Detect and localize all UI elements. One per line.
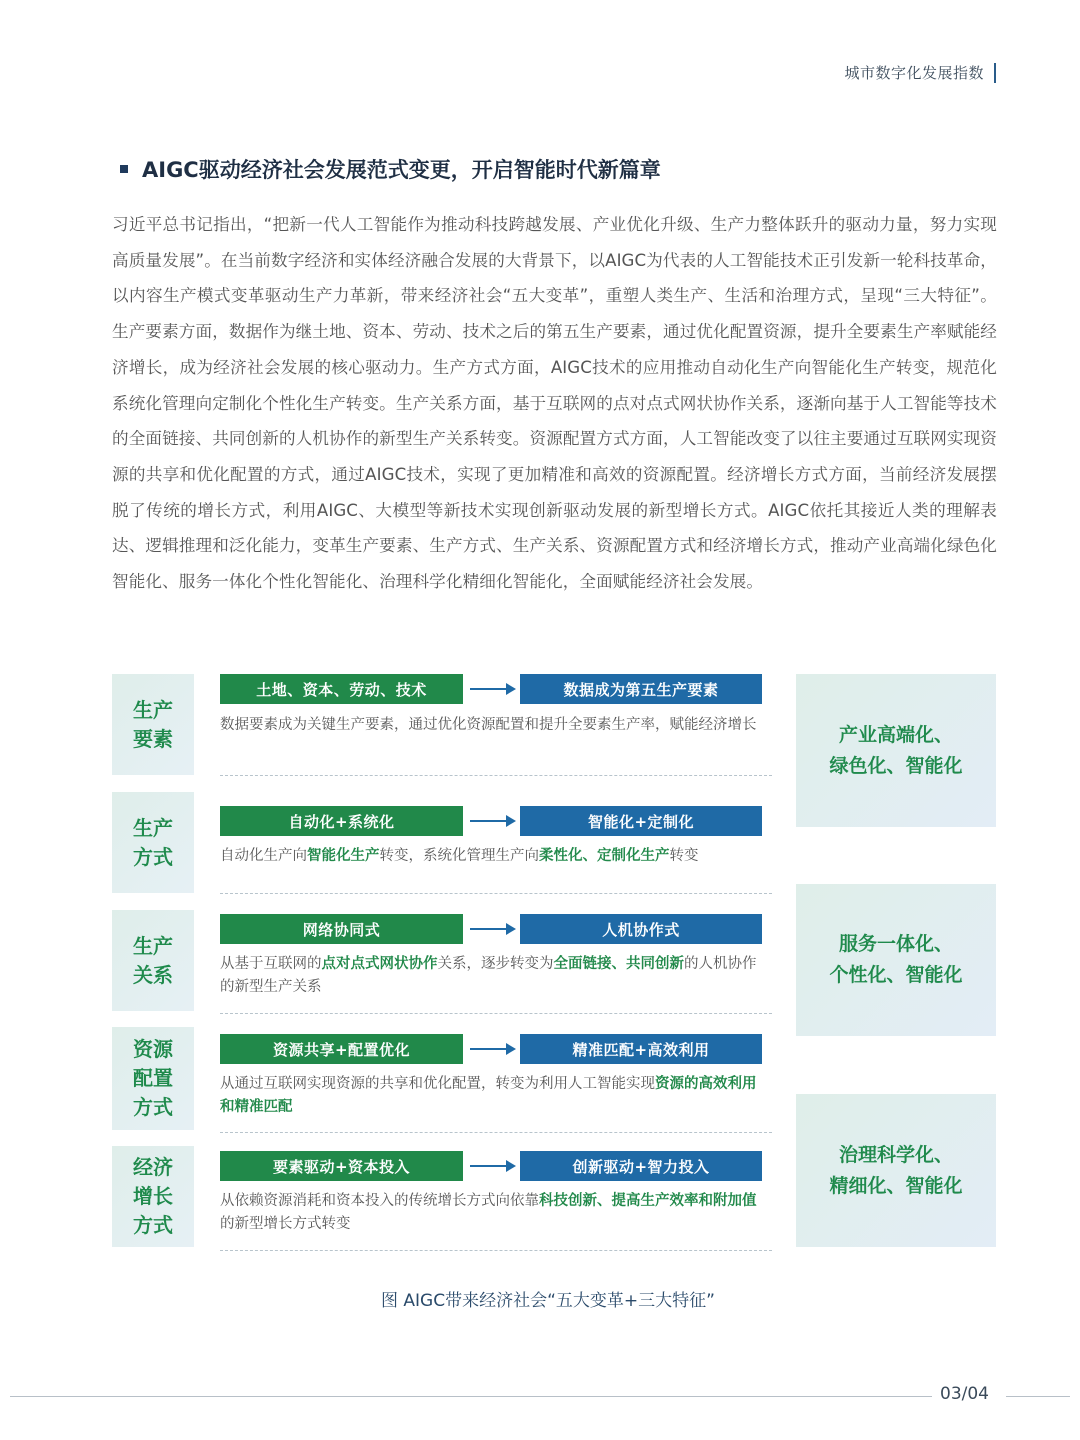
section-heading-text: AIGC驱动经济社会发展范式变更，开启智能时代新篇章	[142, 158, 661, 182]
category-box	[112, 792, 194, 893]
feature-line: 治理科学化、	[838, 1143, 953, 1166]
highlight-text: 点对点式网状协作	[321, 956, 438, 972]
from-pill: 网络协同式	[220, 914, 463, 944]
square-bullet-icon	[120, 165, 128, 173]
figure-caption: 图 AIGC带来经济社会“五大变革+三大特征”	[381, 1291, 715, 1311]
feature-box	[796, 674, 996, 827]
feature-line: 精细化、智能化	[829, 1174, 963, 1197]
header-divider	[994, 63, 996, 83]
desc-text: 从基于互联网的	[220, 956, 322, 972]
row-description	[220, 1073, 765, 1119]
desc-text: 数据要素成为关键生产要素，通过优化资源配置和提升全要素生产率，赋能经济增长	[220, 717, 757, 733]
category-label: 生产方式	[133, 815, 173, 869]
desc-text: 转变	[669, 848, 699, 864]
row-divider	[220, 1250, 772, 1251]
highlight-text: 资源的高效利用和精准匹配	[220, 1076, 757, 1115]
row-divider	[220, 775, 772, 776]
from-pill: 要素驱动+资本投入	[220, 1151, 463, 1181]
right-arrow-icon	[470, 1160, 516, 1172]
body-paragraph: 习近平总书记指出，“把新一代人工智能作为推动科技跨越发展、产业优化升级、生产力整体跃升的驱动力量，努力实现高质量发展”。在当前数字经济和实体经济融合发展的大背景下，以AIGC为代表的人工智能技术正引发新一轮科技革命，以内容生产模式变革驱动生产力革新，带来经济社会“五大变革”，重塑人类生产、生活和治理方式，呈现“三大特征”。生产要素方面，数据作为继土地、资本、劳动、技术之后的第五生产要素，通过优化配置资源，提升全要素生产率赋能经济增长，成为经济社会发展的核心驱动力。生产方式方面，AIGC技术的应用推动自动化生产向智能化生产转变，规范化系统化管理向定制化个性化生产转变。生产关系方面，基于互联网的点对点式网状协作关系，逐渐向基于人工智能等技术的全面链接、共同创新的人机协作的新型生产关系转变。资源配置方式方面，人工智能改变了以往主要通过互联网实现资源的共享和优化配置的方式，通过AIGC技术，实现了更加精准和高效的资源配置。经济增长方式方面，当前经济发展摆脱了传统的增长方式，利用AIGC、大模型等新技术实现创新驱动发展的新型增长方式。AIGC依托其接近人类的理解表达、逻辑推理和泛化能力，变革生产要素、生产方式、生产关系、资源配置方式和经济增长方式，推动产业高端化绿色化智能化、服务一体化个性化智能化、治理科学化精细化智能化，全面赋能经济社会发展。	[112, 215, 997, 592]
category-label: 资源配置方式	[133, 1037, 173, 1119]
right-arrow-icon	[470, 923, 516, 935]
highlight-text: 智能化生产	[307, 848, 380, 864]
category-label: 生产要素	[133, 697, 173, 751]
row-divider	[220, 893, 772, 894]
row-description	[220, 953, 765, 999]
row-divider	[220, 1013, 772, 1014]
desc-text: 关系，逐步转变为	[437, 956, 554, 972]
row-description	[220, 845, 765, 868]
desc-text: 的人机协作的新型生产关系	[220, 956, 757, 995]
row-description	[220, 1190, 765, 1236]
right-arrow-icon	[470, 815, 516, 827]
category-box	[112, 1146, 194, 1247]
category-label: 经济增长方式	[133, 1155, 173, 1237]
to-pill: 创新驱动+智力投入	[520, 1151, 762, 1181]
highlight-text: 全面链接、共同创新	[553, 956, 684, 972]
desc-text: 从通过互联网实现资源的共享和优化配置，转变为利用人工智能实现	[220, 1076, 655, 1092]
to-pill: 数据成为第五生产要素	[520, 674, 762, 704]
highlight-text: 科技创新、提高生产效率和附加值	[539, 1193, 757, 1209]
feature-box	[796, 884, 996, 1036]
category-box	[112, 910, 194, 1011]
feature-line: 服务一体化、	[838, 933, 953, 955]
feature-line: 个性化、智能化	[829, 964, 963, 986]
row-divider	[220, 1132, 772, 1133]
highlight-text: 柔性化、定制化生产	[539, 848, 670, 864]
to-pill: 智能化+定制化	[520, 806, 762, 836]
category-box	[112, 674, 194, 775]
desc-text: 的新型增长方式转变	[220, 1216, 351, 1232]
desc-text: 自动化生产向	[220, 848, 307, 864]
desc-text: 从依赖资源消耗和资本投入的传统增长方式向依靠	[220, 1193, 539, 1209]
page-number: 03/04	[940, 1384, 989, 1404]
from-pill: 资源共享+配置优化	[220, 1034, 463, 1064]
footer-divider	[10, 1396, 932, 1397]
footer-divider	[1006, 1396, 1070, 1397]
to-pill: 人机协作式	[520, 914, 762, 944]
category-label: 生产关系	[133, 933, 173, 987]
row-description	[220, 714, 765, 737]
feature-line: 产业高端化、	[838, 723, 953, 746]
to-pill: 精准匹配+高效利用	[520, 1034, 762, 1064]
right-arrow-icon	[470, 683, 516, 695]
from-pill: 土地、资本、劳动、技术	[220, 674, 463, 704]
section-heading	[120, 154, 661, 184]
category-box	[112, 1027, 194, 1130]
right-arrow-icon	[470, 1043, 516, 1055]
from-pill: 自动化+系统化	[220, 806, 463, 836]
feature-line: 绿色化、智能化	[829, 754, 963, 777]
header-title: 城市数字化发展指数	[844, 64, 984, 82]
feature-box	[796, 1094, 996, 1247]
desc-text: 转变，系统化管理生产向	[379, 848, 539, 864]
